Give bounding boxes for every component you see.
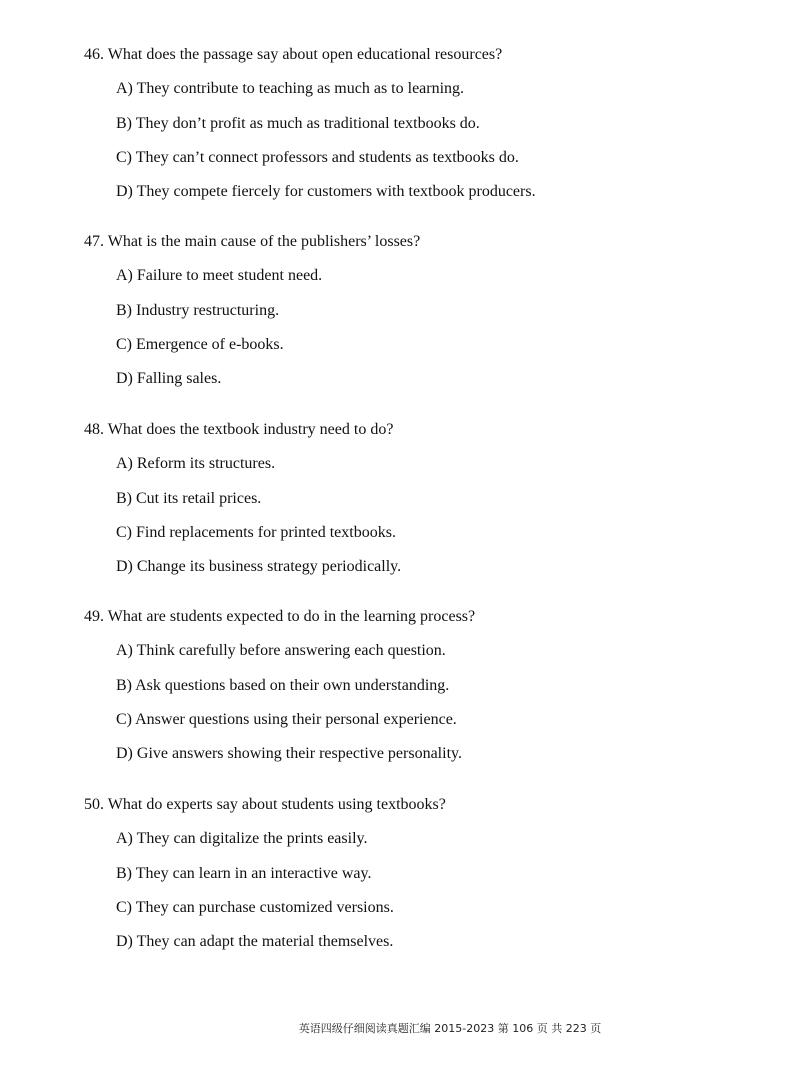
option-list [84, 78, 764, 203]
option-b: B) Ask questions based on their own understanding. [116, 676, 450, 694]
option-c: C) Emergence of e-books. [116, 335, 284, 353]
question-stem: 48. What does the textbook industry need to do? [84, 421, 394, 438]
option-d: D) Give answers showing their respective personality. [116, 745, 462, 763]
question-50 [84, 794, 764, 953]
page-footer: 英语四级仔细阅读真题汇编 2015-2023 第 106 页 共 223 页 [298, 1022, 602, 1035]
option-list [84, 828, 764, 953]
question-48 [84, 419, 764, 578]
option-list [84, 453, 764, 578]
option-a: A) Failure to meet student need. [116, 267, 323, 285]
option-b: B) They can learn in an interactive way. [116, 864, 372, 882]
question-stem: 47. What is the main cause of the publishers’ losses? [84, 233, 421, 250]
option-b: B) Cut its retail prices. [116, 489, 262, 507]
option-c: C) Answer questions using their personal experience. [116, 710, 457, 728]
option-d: D) They can adapt the material themselves. [116, 933, 394, 951]
question-stem: 49. What are students expected to do in the learning process? [84, 608, 476, 625]
question-49 [84, 606, 764, 765]
question-stem: 46. What does the passage say about open educational resources? [84, 46, 503, 63]
option-list [84, 640, 764, 765]
option-a: A) They can digitalize the prints easily. [116, 830, 368, 848]
question-46 [84, 44, 764, 203]
option-a: A) They contribute to teaching as much as to learning. [116, 80, 465, 98]
option-c: C) They can’t connect professors and students as textbooks do. [116, 148, 519, 166]
option-list [84, 265, 764, 390]
option-c: C) Find replacements for printed textbooks. [116, 523, 396, 541]
option-a: A) Reform its structures. [116, 455, 276, 473]
option-b: B) Industry restructuring. [116, 301, 280, 319]
question-stem: 50. What do experts say about students using textbooks? [84, 796, 446, 813]
option-b: B) They don’t profit as much as traditional textbooks do. [116, 114, 480, 132]
option-a: A) Think carefully before answering each question. [116, 642, 446, 660]
option-d: D) Change its business strategy periodically. [116, 558, 402, 576]
option-c: C) They can purchase customized versions. [116, 898, 394, 916]
option-d: D) They compete fiercely for customers with textbook producers. [116, 183, 536, 201]
question-47 [84, 231, 764, 390]
option-d: D) Falling sales. [116, 370, 222, 388]
